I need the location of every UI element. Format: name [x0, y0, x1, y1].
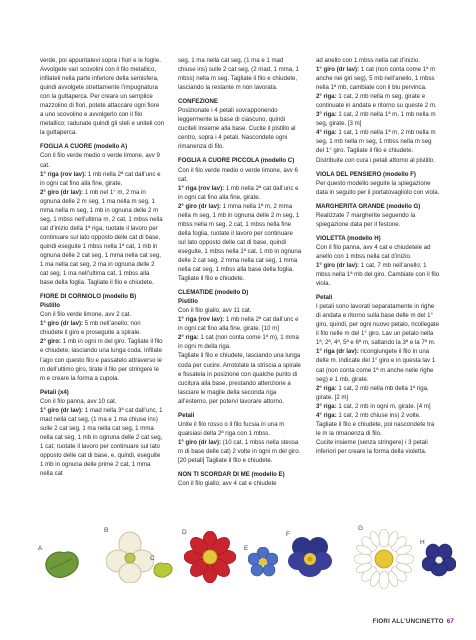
body-paragraph: ad anello con 1 mbss nella cat d’inizio.	[316, 57, 420, 64]
section-heading: VIOLETTA (modello H)	[316, 234, 381, 242]
body-paragraph: Con il filo verde medio o verde limone, avv 9 cat.	[40, 152, 160, 169]
text-column-1	[40, 56, 164, 531]
forget-me-not-flower-e-icon	[248, 547, 278, 577]
step-label: 2° riga:	[316, 384, 337, 392]
instruction-step	[316, 65, 440, 92]
step-label: 1° giro (dr lav):	[178, 438, 222, 446]
instruction-step	[178, 438, 302, 465]
step-text: (10 cat, 1 mbss nella stessa m di base delle cat) 2 volte in ogni m del giro. [20 petali] Tagliate il filo e chiudete.	[178, 438, 301, 464]
step-text: 5 mb nell’anello; non chiudete il giro e proseguite a spirale.	[40, 320, 141, 337]
step-label: 1° riga (rov lav):	[40, 170, 87, 178]
dogwood-flower-b-icon	[106, 531, 154, 583]
subsection-heading: Pistillo	[178, 298, 198, 306]
body-paragraph: I petali sono lavorati separatamente in righe di andata e ritorno sulla base delle m del 1° giro, quindi, per ogni nuovo petalo, ricollegate il filo nelle m del 1° giro. Lav un petalo nella 1ª, 2ª, 4ª, 5ª e 6ª m, saltando la 3ª e la 7ª m.	[316, 303, 439, 347]
label-f: F	[286, 531, 290, 538]
step-text: 1 cat, 1 mb nella 1ª m, 2 mb nella m seg, 1 mb nella m seg, 1 mbss nella m seg del 1° giro. Tagliate il filo e chiudete. Distribuite con cura i petali attorno al pistillo.	[316, 129, 436, 164]
section-heading: Petali	[178, 411, 195, 419]
body-paragraph: Unite il filo rosso o il filo fucsia in una m qualsiasi della 2ª riga con 1 mbss.	[178, 420, 285, 437]
body-paragraph: Con il filo giallo, avv 4 cat e chiudete	[178, 480, 277, 488]
step-label: 1° riga (dr lav):	[316, 348, 359, 356]
label-b: B	[104, 527, 109, 534]
small-heart-leaf-c-icon	[152, 561, 174, 579]
step-text: 1 mb nel 1° m, 2 ma in ognuna delle 2 m seg, 1 ma nella m seg, 1 mma nella m seg, 1 mb in ognuna delle 2 m seg, 1 mbss nell’ultima m, 2 cat, 1 mbss nella cat d’inizio della 1ª riga, ruotate il lavoro per continuare sul lato opposto delle cat di base, quindi eseguite 1 mbss nella 1ª cat, 1 mb in ognuna delle 2 cat seg, 1 mma nella cat seg, 1 ma nella cat seg, 2 ma in ognuna delle 2 cat seg, 1 ma nell’ultima cat, 1 mbss alla base della foglia. Tagliate il filo e chiudete.	[40, 188, 163, 287]
instruction-step	[316, 110, 440, 128]
instruction-step	[178, 333, 302, 351]
step-text: 1 mb nella 2ª cat dall’unc e in ogni cat fino alla fine, girate. [10 m]	[178, 316, 299, 333]
step-label: 1° giro (dr lav):	[40, 320, 84, 328]
step-label: 3° riga:	[316, 111, 337, 119]
step-label: 2° riga:	[316, 93, 337, 101]
label-h: H	[420, 539, 425, 546]
instruction-step	[178, 184, 302, 202]
body-paragraph: Posizionate i 4 petali sovrapponendo leggermente la base di ciascuno, quindi cuciteli insieme alla base. Cucite il pistillo al centro, sopra i 4 petali. Nascondete ogni rimanenza di filo.	[178, 107, 296, 151]
section-heading: CLEMATIDE (modello D)	[178, 289, 249, 297]
subsection-heading: Pistillo	[40, 302, 60, 310]
body-paragraph: Per questo modello seguite la spiegazione data in seguito per il portatovagliolo con viola.	[316, 179, 440, 196]
pansy-flower-f-icon	[288, 535, 332, 579]
label-e: E	[244, 545, 249, 552]
instruction-step	[316, 92, 440, 110]
step-text: 1 cat, 2 mb nella mb della 1ª riga, girate. [2 m]	[316, 384, 429, 401]
section-heading: FOGLIA A CUORE PICCOLA (modello C)	[178, 157, 295, 165]
section-heading: CONFEZIONE	[178, 98, 218, 106]
step-label: 4° riga:	[316, 411, 337, 419]
body-paragraph: Con il filo panna, avv 4 cat e chiudetele ad anello con 1 mbss nella cat d’inizio.	[316, 243, 431, 260]
label-c: C	[150, 555, 155, 562]
section-heading: Petali (x4)	[40, 388, 69, 396]
step-text: 1 cat (non conta come 1ª m anche nei giri seg), 5 mb nell’anello, 1 mbss nella 1ª mb, cambiate con il blu pervinca.	[316, 66, 436, 92]
footer-section-title: FIORI ALL’UNCINETTO	[372, 618, 444, 625]
body-paragraph: Con il filo verde limone, avv 2 cat.	[40, 311, 132, 319]
instruction-step	[40, 319, 164, 337]
step-text: 1 cat, 2 mb nella 1ª m, 1 mb nella m seg, girate. [3 m]	[316, 111, 436, 128]
body-paragraph: Tagliate il filo e chiudete, lasciando una lunga coda per cucire. Arrotolate la striscia a spirale e fissatela in posizione con qualche punto di cucitura alla base, prestando attenzione a lasciare le maglie della seconda riga all’esterno, per potervi lavorare attorno.	[178, 352, 301, 405]
section-heading: VIOLA DEL PENSIERO (modello F)	[316, 170, 416, 178]
section-heading: NON TI SCORDAR DI ME (modello E)	[178, 471, 285, 479]
heart-leaf-a-icon	[42, 547, 82, 581]
instruction-step	[40, 188, 164, 288]
step-label: 1° giro (dr lav):	[316, 261, 360, 269]
step-label: 1° giro (dr lav):	[316, 66, 360, 74]
step-text: ricongiungete il filo in una delle m. indicate del 1° giro e in questa lav 1 cat (non conta come 1ª m anche nelle righe seg) e 1 mb, girate.	[316, 348, 436, 383]
step-label: 2° giro (dr lav):	[178, 202, 222, 210]
body-paragraph: Cucite insieme (senza stringere) i 3 petali inferiori per creare la forma della violetta.	[316, 438, 428, 455]
step-label: 4° riga:	[316, 129, 337, 137]
large-daisy-flower-g-icon	[354, 529, 414, 589]
step-label: 2° riga:	[178, 334, 199, 342]
page-number: 67	[446, 618, 454, 625]
step-text: 1 cat (non conta come 1ª m), 1 mma in ogni m della riga.	[178, 334, 299, 351]
instructions-columns	[40, 56, 440, 531]
step-text: 1 mma nella 1ª m, 2 mma nella m seg, 1 mb in ognuna delle 2 m seg, 1 mbss nella m seg, 2 cat, 1 mbss nella fine della foglia, ruotate il lavoro per continuare sul lato opposto delle cat di base, quindi eseguite, 1 mbss nella 1ª cat, 1 mb in ognuna delle 2 cat seg, 2 mma nella cat seg, 1 mma nella cat seg, 1 mbss alla base della foglia. Tagliate il filo e chiudete.	[178, 202, 302, 283]
section-heading: FOGLIA A CUORE (modello A)	[40, 143, 128, 151]
section-heading: Petali	[316, 294, 333, 302]
section-heading: FIORE DI CORNIOLO (modello B)	[40, 293, 137, 301]
step-text: 1 mad nella 3ª cat dall’unc, 1 mad nella cat seg, (1 ma e 1 ma chiuse ins) sulle 2 cat seg, 1 ma nella cat seg, 1 mma nella cat seg, 1 mb in ognuna delle 2 cat seg, 1 cat; ruotate il lavoro per continuare sul lato opposto delle cat di base, e, quindi, eseguite 1 mb in ognuna delle prime 2 cat, 1 mma nella cat	[40, 406, 163, 478]
body-paragraph: Realizzate 7 margherite seguendo la spiegazione data per il festone.	[316, 211, 416, 228]
step-text: 1 cat, 2 mb in ogni m, girate. [4 m]	[336, 402, 431, 410]
section-heading: MARGHERITA GRANDE (modello G)	[316, 202, 421, 210]
page-footer	[373, 618, 454, 625]
violet-flower-h-icon	[422, 543, 456, 577]
step-text: 1 mb in ogni m del giro. Tagliate il filo e chiudete, lasciando una lunga coda. Infilate l’ago con questo filo e passatelo attraverso le m dell’ultimo giro, tirate il filo per stringere le m e creare la forma a cupola.	[40, 338, 163, 382]
step-text: 1 cat, 7 mb nell’anello; 1 mbss nella 1ª mb del giro. Cambiate con il filo viola.	[316, 261, 440, 288]
instruction-step	[316, 411, 440, 438]
instruction-step	[316, 261, 440, 288]
step-text: 1 cat, 2 mb nella m seg, girate e continuate in andata e ritorno su queste 2 m.	[316, 93, 437, 110]
step-label: 3° riga:	[316, 402, 337, 410]
label-a: A	[38, 545, 43, 552]
instruction-step	[40, 406, 164, 478]
instruction-step	[316, 347, 440, 383]
step-label: 2° giro (dr lav):	[40, 188, 84, 196]
instruction-step	[40, 337, 164, 382]
body-paragraph: Con il filo giallo, avv 11 cat.	[178, 307, 252, 315]
step-label: 1° giro (dr lav):	[40, 406, 84, 414]
instruction-step	[316, 384, 440, 402]
body-paragraph: seg, 1 ma nella cat seg, (1 ma e 1 mad chiuse ins) sulle 2 cat seg, (2 mad, 1 mma, 1 mbss) nella m seg. Tagliate il filo e chiudete, lasciando la restante m non lavorata.	[178, 57, 299, 92]
flower-samples	[36, 525, 456, 605]
text-column-2	[178, 56, 302, 531]
label-d: D	[182, 529, 187, 536]
instruction-step	[316, 402, 440, 411]
body-paragraph: Con il filo panna, avv 10 cat.	[40, 397, 117, 405]
instruction-step	[178, 202, 302, 283]
instruction-step	[316, 128, 440, 164]
step-text: 1 mb nella 2ª cat dall’unc e in ogni cat fino alla fine, girate.	[40, 170, 161, 187]
step-label: 2° giro:	[40, 338, 62, 346]
step-text: 1 cat, 2 mb chiuse ins) 2 volte. Tagliate il filo e chiudete, poi nascondete tra le m la rimanenza di filo.	[316, 411, 435, 437]
step-label: 1° riga (rov lav):	[178, 316, 225, 324]
body-paragraph: verde, poi appuntatevi sopra i fiori e le foglie. Avvolgete vari scovolini con il filo metallico, infilateli nella parte inferiore della semisfera, quindi avvolgete strettamente l’impugnatura con la guttaperca. Per creare un semplice mazzolino di fiori, potete attaccare ogni fiore a uno scovolino e avvolgerlo con il filo metallico; radunate quindi gli steli e uniteli con la guttaperca.	[40, 57, 164, 137]
clematis-flower-d-icon	[184, 531, 236, 583]
step-text: 1 mb nella 2ª cat dall’unc e in ogni cat fino alla fine, girate.	[178, 184, 299, 201]
label-g: G	[358, 525, 364, 532]
instruction-step	[178, 315, 302, 333]
instruction-step	[40, 170, 164, 188]
text-column-3	[316, 56, 440, 531]
step-label: 1° riga (rov lav):	[178, 184, 225, 192]
body-paragraph: Con il filo verde medio o verde limone, avv 6 cat.	[178, 166, 298, 183]
